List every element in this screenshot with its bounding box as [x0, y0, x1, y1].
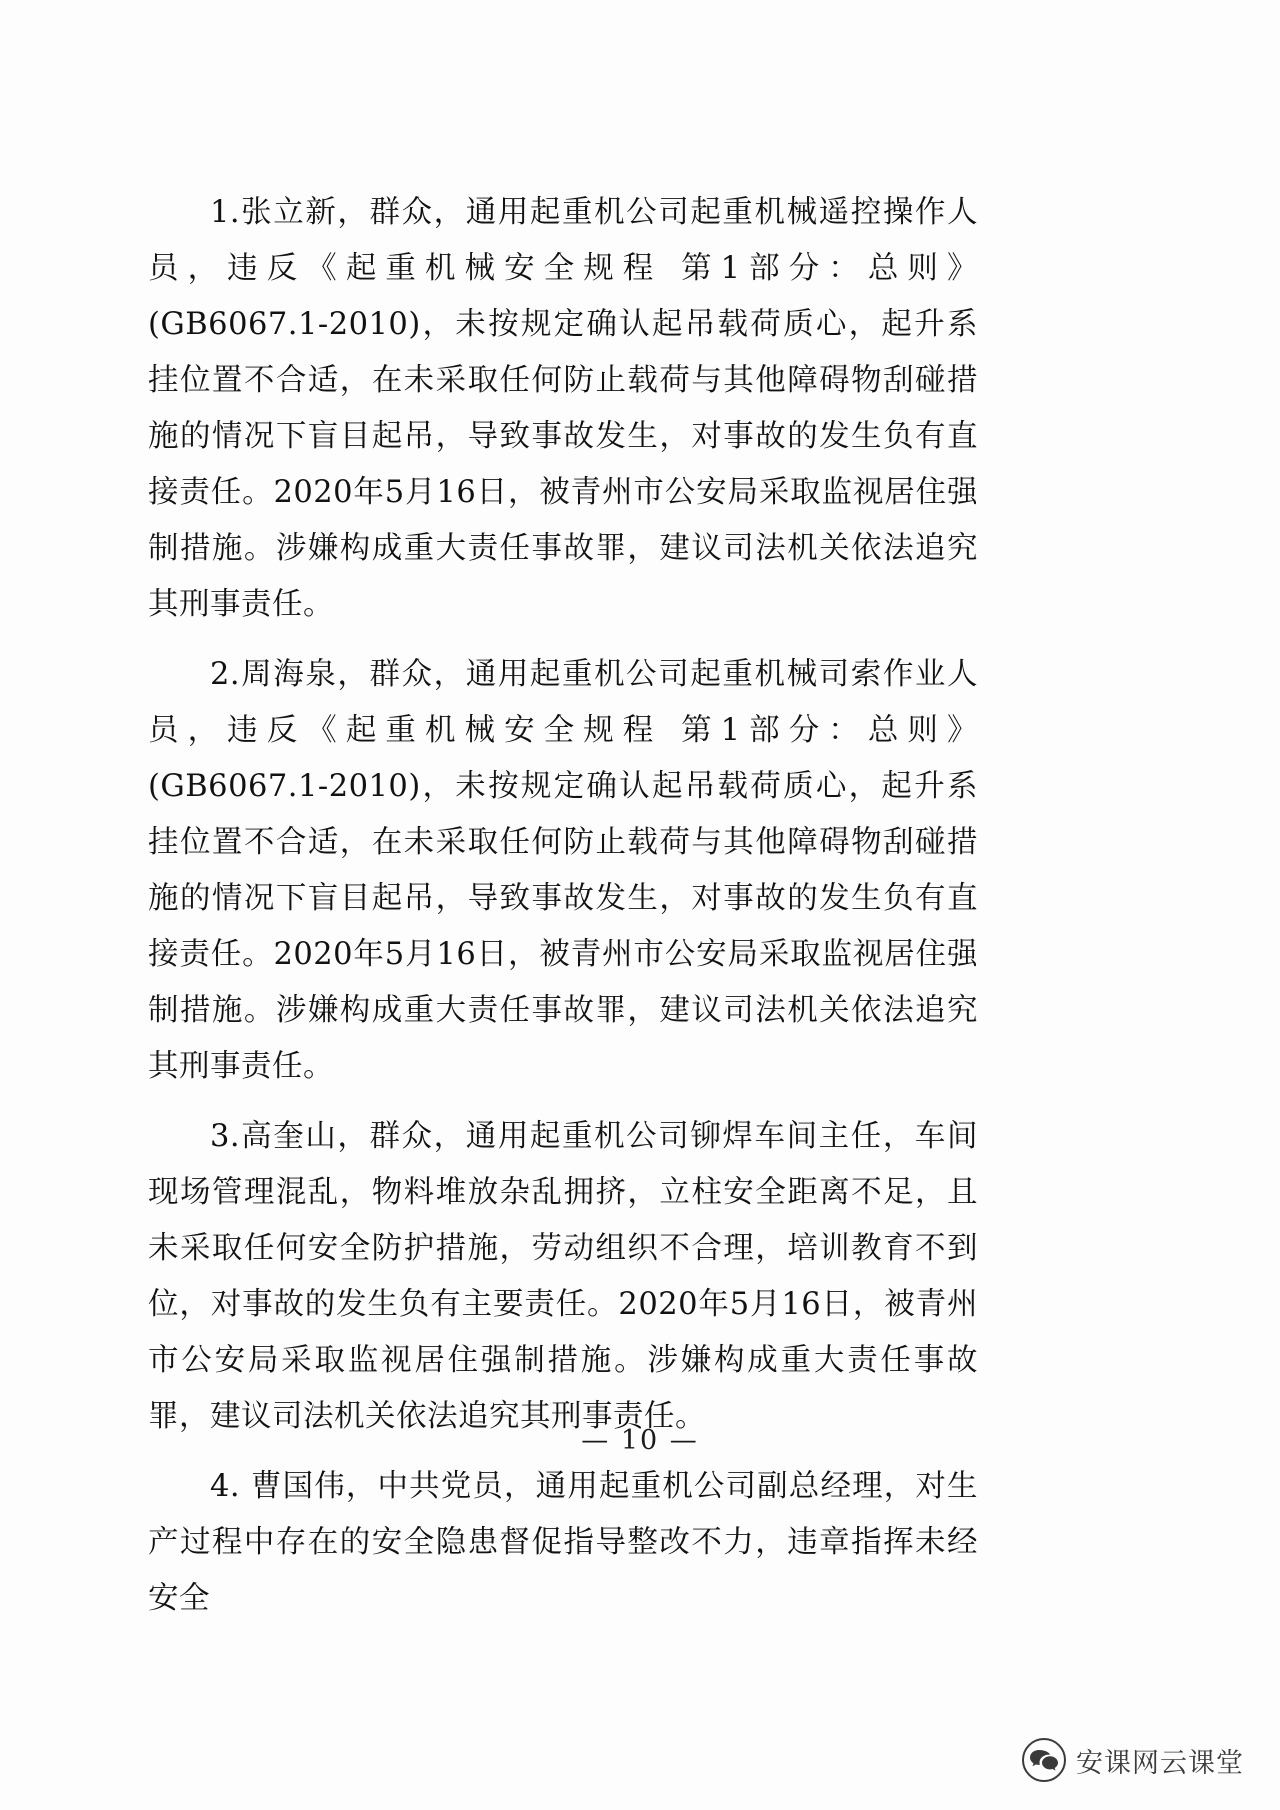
paragraph-4: 4. 曹国伟，中共党员，通用起重机公司副总经理，对生产过程中存在的安全隐患督促指导整改不力，违章指挥未经安全: [148, 1469, 978, 1616]
paragraph-3: 3.高奎山，群众，通用起重机公司铆焊车间主任，车间现场管理混乱，物料堆放杂乱拥挤，立柱安全距离不足，且未采取任何安全防护措施，劳动组织不合理，培训教育不到位，对事故的发生负有主要责任。2020年5月16日，被青州市公安局采取监视居住强制措施。涉嫌构成重大责任事故罪，建议司法机关依法追究其刑事责任。: [148, 1119, 978, 1434]
wechat-official-account-icon: [1022, 1738, 1066, 1782]
document-body: [148, 185, 978, 1627]
paragraph-2: 2.周海泉，群众，通用起重机公司起重机械司索作业人员，违反《起重机械安全规程 第1部分：总则》(GB6067.1-2010)，未按规定确认起吊载荷质心，起升系挂位置不合适，在未采取任何防止载荷与其他障碍物刮碰措施的情况下盲目起吊，导致事故发生，对事故的发生负有直接责任。2020年5月16日，被青州市公安局采取监视居住强制措施。涉嫌构成重大责任事故罪，建议司法机关依法追究其刑事责任。: [148, 657, 978, 1084]
watermark: [1022, 1738, 1244, 1782]
watermark-label: 安课网云课堂: [1076, 1747, 1244, 1779]
paragraph-1: 1.张立新，群众，通用起重机公司起重机械遥控操作人员，违反《起重机械安全规程 第1部分：总则》(GB6067.1-2010)，未按规定确认起吊载荷质心，起升系挂位置不合适，在未采取任何防止载荷与其他障碍物刮碰措施的情况下盲目起吊，导致事故发生，对事故的发生负有直接责任。2020年5月16日，被青州市公安局采取监视居住强制措施。涉嫌构成重大责任事故罪，建议司法机关依法追究其刑事责任。: [148, 195, 978, 622]
page-number: — 10 —: [581, 1425, 699, 1456]
